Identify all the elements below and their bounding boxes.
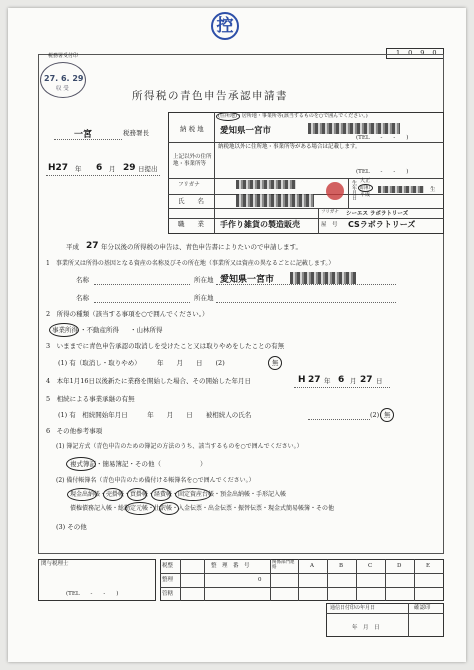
other-address-side-label: 上記以外の住所地・事業所等 [173,154,212,168]
intro-prefix: 平成 [66,243,79,251]
taxpayer-row-line-2 [168,178,444,179]
s5-name-line [308,419,370,420]
s6-q2-circle-5 [175,488,211,501]
s2-item-3: ・山林所得 [130,326,163,334]
address-value: 愛知県一宮市 [220,126,272,136]
nozei-label: 納 税 地 [180,125,204,133]
s2-item-1: 事業所得 [52,326,78,334]
s3-line: (1) 有（取消し・取りやめ） 年 月 日 (2) [58,359,225,367]
grid-row-label-3: 管轄 [162,591,174,597]
grid-h2 [160,587,444,588]
agent-label: 関与税理士 [41,561,69,567]
date-stamp-date: 27. 6. 29 [44,74,84,83]
submit-day-label: 日提出 [138,165,158,173]
yago-divider [318,208,319,234]
date-value: 年 月 日 [352,625,380,631]
grid-col-kankei: 関係部門連 絡 [272,560,299,570]
yago-furigana: シーエス ラボラトリーズ [346,211,409,217]
submit-era: H27 [48,163,69,173]
grid-col-b: B [339,563,344,569]
s4-date-line [294,387,390,388]
yago-sub-label: 屋 号 [321,222,338,228]
s6-q2-circle-7 [159,502,179,515]
grid-v7 [385,559,386,601]
grid-h1 [160,573,444,574]
birth-era-circle [358,184,373,192]
s4-era: H [298,375,306,385]
grid-v3 [270,559,271,601]
yago-value: CSラボラトリーズ [348,220,416,229]
grid-col-a: A [310,563,314,569]
s6-q2-circle-2 [103,488,123,501]
address-type-circle [216,112,240,121]
agent-tel: (TEL - - ) [66,591,119,597]
s2-item-1-circle [49,323,79,337]
check-label: 確認印 [414,605,431,611]
person-furigana-redaction [236,180,296,189]
s1-row1-name-label: 名称 [76,276,89,284]
submit-month: 6 [96,163,103,173]
grid-v2 [204,559,205,601]
person-name-label: 氏 名 [178,197,204,205]
s2-title: 2 所得の種類（該当する事項を○で囲んでください。） [46,310,209,318]
form-title: 所得税の青色申告承認申請書 [132,90,288,102]
birth-era-3: 平成 [360,192,371,198]
s1-row1-redaction [290,272,356,284]
job-label: 職 業 [178,220,204,228]
other-address-tel: (TEL - - ) [356,169,409,175]
date-label: 通信日付印の年月日 [330,605,376,611]
control-stamp-char: 控 [216,16,234,36]
submit-day: 29 [123,163,136,173]
date-stamp [36,52,92,98]
s1-row1-name-line [94,284,190,285]
address-redaction [308,123,400,134]
grid-row-label-1: 税整 [162,563,174,569]
date-stamp-header: 税務署受付印 [48,53,79,59]
grid-col-seiri: 整 理 番 号 [211,563,250,569]
tax-office-name: 一宮 [74,130,93,140]
grid-v5 [327,559,328,601]
intro-year: 27 [86,241,99,251]
personal-seal [326,182,344,200]
address-tel: (TEL - - ) [356,135,409,141]
s4-month: 6 [338,375,345,385]
application-form [8,8,466,662]
s6-q1-items: 複式簿記・簡易簿記・その他（ ） [70,460,207,468]
s5-mu-circle [380,408,394,422]
s4-title: 4 本年1月16日以後新たに業務を開始した場合、その開始した年月日 [46,377,252,385]
control-stamp [211,12,239,40]
s1-row2-name-label: 名称 [76,294,89,302]
s6-q2-circle-1 [67,488,97,501]
yago-furigana-label: フリガナ [321,210,339,215]
birth-era-1: 大正 [360,178,371,184]
grid-col-e: E [426,563,431,569]
grid-v1 [180,559,181,601]
submit-year-label: 年 [75,165,82,173]
s4-day-label: 日 [376,377,383,385]
s6-q1-circle [66,457,96,471]
s6-q2-line2: 債権債務記入帳・総勘定元帳・仕訳帳・入金伝票・出金伝票・振替伝票・現金式簡易帳簿・その他 [70,505,335,512]
s1-title: 1 事業所又は所得の基因となる資産の名称及びその所在地（事業所又は資産の異なるごとに記載します。） [46,260,335,267]
birth-date-redaction [378,186,424,193]
s1-row2-loc-label: 所在地 [194,294,214,302]
s6-q2-line1: 現金出納帳・売掛帳・買掛帳・経費帳・固定資産台帳・預金出納帳・手形記入帳 [70,491,287,498]
s5-title: 5 相続による事業承継の有無 [46,395,135,403]
s5-line: (1) 有 相続開始年月日 年 月 日 被相続人の氏名 [58,411,252,419]
s6-q1: (1) 簿記方式（青色申告のための簿記の方法のうち、該当するものを○で囲んでください。） [56,443,303,450]
s3-mu: 無 [272,359,279,367]
s5-label-2: (2) [370,411,380,419]
s1-row1-value: 愛知県一宮市 [220,275,275,285]
taxpayer-row-line-1 [168,142,444,143]
birth-label: 生年月日 [351,180,357,200]
birth-divider [348,178,349,208]
s1-row1-loc-label: 所在地 [194,276,214,284]
s4-day: 27 [360,375,373,385]
grid-row-label-2: 整理 [162,577,174,583]
s6-q2-circle-3 [127,488,147,501]
s1-row1-loc-line [216,284,396,285]
other-address-label: 納税地以外に住所地・事業所等がある場合は記載します。 [218,144,361,150]
s4-year-label: 年 [324,377,331,385]
birth-era-2: 昭和 [360,185,371,191]
s1-row2-loc-line [216,302,396,303]
grid-col-d: D [397,563,402,569]
s4-month-label: 月 [350,377,357,385]
s6-title: 6 その他参考事項 [46,427,103,435]
grid-digit-zero: 0 [258,577,262,583]
s4-year: 27 [308,375,321,385]
s2-item-2: ・不動産所得 [80,326,119,334]
submit-month-label: 月 [109,165,116,173]
date-stamp-sub: 収 受 [56,86,69,92]
date-check-divider [408,603,409,637]
grid-v6 [356,559,357,601]
s3-title: 3 いままでに青色申告承認の取消しを受けたこと又は取りやめをしたことの有無 [46,342,285,350]
s3-mu-circle [268,356,282,370]
submit-date-line [46,175,160,176]
person-furigana-label: フリガナ [178,182,200,188]
taxpayer-label-divider [214,112,215,234]
grid-v4 [298,559,299,601]
s5-mu: 無 [384,411,391,419]
doc-number: 1090 [396,49,445,57]
grid-col-c: C [368,563,373,569]
date-check-header-line [326,613,444,614]
s6-q3: (3) その他 [56,523,87,531]
birth-suffix: 生 [430,187,436,193]
tax-office-line [54,139,122,140]
s1-row2-name-line [94,302,190,303]
s6-q2-circle-4 [151,488,171,501]
intro-text: 年分以後の所得税の申告は、青色申告書によりたいので申請します。 [101,243,302,251]
s6-q2: (2) 備付帳簿名（青色申告のため備付ける帳簿名を○で囲んでください。） [56,477,255,484]
job-value: 手作り雑貨の製造販売 [220,220,300,229]
address-type-label: (住所地)・居所地・事業所等(該当するものを○で囲んでください。) [218,113,368,119]
tax-office-suffix: 税務署長 [123,129,149,137]
grid-v8 [414,559,415,601]
s6-q2-circle-6 [125,502,155,515]
person-name-redaction [236,194,314,207]
